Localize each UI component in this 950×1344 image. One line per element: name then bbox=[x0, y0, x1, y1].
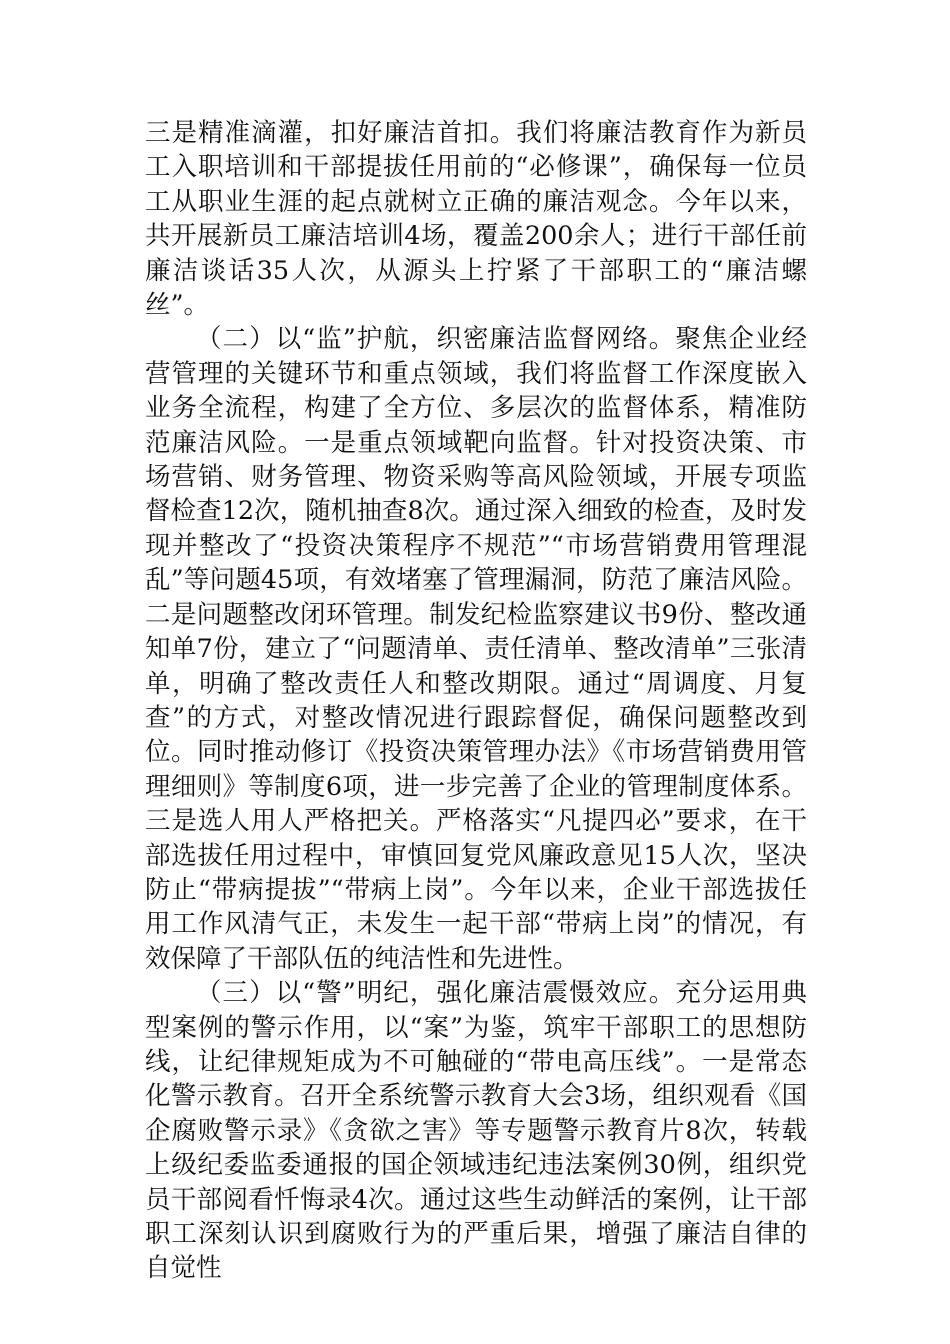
paragraph-education: 三是精准滴灌，扣好廉洁首扣。我们将廉洁教育作为新员工入职培训和干部提拔任用前的“必修课”，确保每一位员工从职业生涯的起点就树立正确的廉洁观念。今年以来，共开展新员工廉洁培训4场，覆盖200余人；进行干部任前廉洁谈话35人次，从源头上拧紧了干部职工的“廉洁螺丝”。 bbox=[145, 118, 807, 321]
paragraph-supervision: （二）以“监”护航，织密廉洁监督网络。聚焦企业经营管理的关键环节和重点领域，我们将监督工作深度嵌入业务全流程，构建了全方位、多层次的监督体系，精准防范廉洁风险。一是重点领域靶向监督。针对投资决策、市场营销、财务管理、物资采购等高风险领域，开展专项监督检查12次，随机抽查8次。通过深入细致的检查，及时发现并整改了“投资决策程序不规范”“市场营销费用管理混乱”等问题45项，有效堵塞了管理漏洞，防范了廉洁风险。二是问题整改闭环管理。制发纪检监察建议书9份、整改通知单7份，建立了“问题清单、责任清单、整改清单”三张清单，明确了整改责任人和整改期限。通过“周调度、月复查”的方式，对整改情况进行跟踪督促，确保问题整改到位。同时推动修订《投资决策管理办法》《市场营销费用管理细则》等制度6项，进一步完善了企业的管理制度体系。三是选人用人严格把关。严格落实“凡提四必”要求，在干部选拔任用过程中，审慎回复党风廉政意见15人次，坚决防止“带病提拔”“带病上岗”。今年以来，企业干部选拔任用工作风清气正，未发生一起干部“带病上岗”的情况，有效保障了干部队伍的纯洁性和先进性。 bbox=[145, 324, 807, 974]
document-body bbox=[145, 116, 807, 1286]
paragraph-warning: （三）以“警”明纪，强化廉洁震慑效应。充分运用典型案例的警示作用，以“案”为鉴，筑牢干部职工的思想防线，让纪律规矩成为不可触碰的“带电高压线”。一是常态化警示教育。召开全系统警示教育大会3场，组织观看《国企腐败警示录》《贪欲之害》等专题警示教育片8次，转载上级纪委监委通报的国企领域违纪违法案例30例，组织党员干部阅看忏悔录4次。通过这些生动鲜活的案例，让干部职工深刻认识到腐败行为的严重后果，增强了廉洁自律的自觉性 bbox=[145, 978, 807, 1284]
